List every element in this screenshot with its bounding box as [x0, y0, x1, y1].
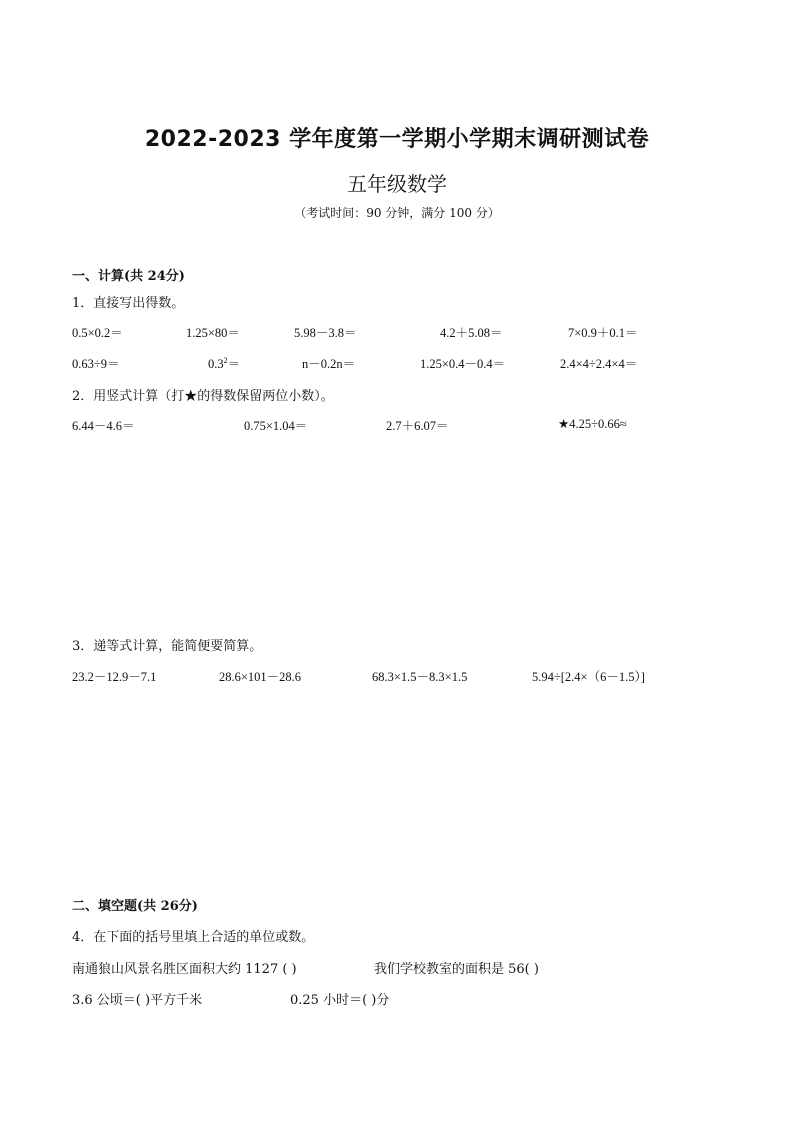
q1-expr-4: 4.2＋5.08＝ — [440, 326, 503, 340]
exam-subtitle: 五年级数学 — [347, 172, 447, 196]
q1-expr-7-base: 0.3 — [208, 357, 224, 371]
q2-expr-1: 6.44－4.6＝ — [72, 419, 135, 433]
q4-fill-2: 我们学校教室的面积是 56( ) — [374, 962, 539, 977]
q2-expr-3: 2.7＋6.07＝ — [386, 419, 449, 433]
q1-expr-7-exponent: 2 — [223, 355, 228, 365]
q1-expr-8: n－0.2n＝ — [302, 357, 356, 371]
exam-title: 2022-2023 学年度第一学期小学期末调研测试卷 — [144, 127, 650, 152]
q1-expr-2: 1.25×80＝ — [186, 326, 240, 340]
q1-expr-7 — [208, 354, 240, 372]
q2-expr-4: ★4.25÷0.66≈ — [558, 417, 627, 431]
q1-expr-7-equals: ＝ — [227, 357, 241, 371]
q1-expr-6: 0.63÷9＝ — [72, 357, 120, 371]
q3-expr-2: 28.6×101－28.6 — [219, 670, 302, 684]
question-4-text: 4．在下面的括号里填上合适的单位或数。 — [72, 930, 315, 945]
q4-fill-1: 南通狼山风景名胜区面积大约 1127 ( ) — [72, 962, 297, 977]
q3-expr-4: 5.94÷[2.4×（6－1.5）] — [532, 670, 645, 684]
q1-expr-5: 7×0.9＋0.1＝ — [568, 326, 638, 340]
q1-expr-1: 0.5×0.2＝ — [72, 326, 123, 340]
q3-expr-3: 68.3×1.5－8.3×1.5 — [372, 670, 468, 684]
question-2-text: 2．用竖式计算（打★的得数保留两位小数）。 — [72, 389, 334, 404]
q2-expr-2: 0.75×1.04＝ — [244, 419, 308, 433]
q4-fill-4: 0.25 小时＝( )分 — [290, 993, 390, 1008]
q1-expr-3: 5.98－3.8＝ — [294, 326, 357, 340]
q1-expr-9: 1.25×0.4－0.4＝ — [420, 357, 506, 371]
q4-fill-3: 3.6 公顷＝( )平方千米 — [72, 993, 203, 1008]
q1-expr-10: 2.4×4÷2.4×4＝ — [560, 357, 638, 371]
section-1-heading: 一、计算(共 24分) — [72, 269, 185, 284]
section-2-heading: 二、填空题(共 26分) — [72, 899, 198, 914]
question-1-text: 1．直接写出得数。 — [72, 296, 185, 311]
exam-time-note: （考试时间：90 分钟，满分 100 分） — [294, 206, 500, 220]
question-3-text: 3．递等式计算，能简便要简算。 — [72, 639, 263, 654]
q3-expr-1: 23.2－12.9－7.1 — [72, 670, 157, 684]
